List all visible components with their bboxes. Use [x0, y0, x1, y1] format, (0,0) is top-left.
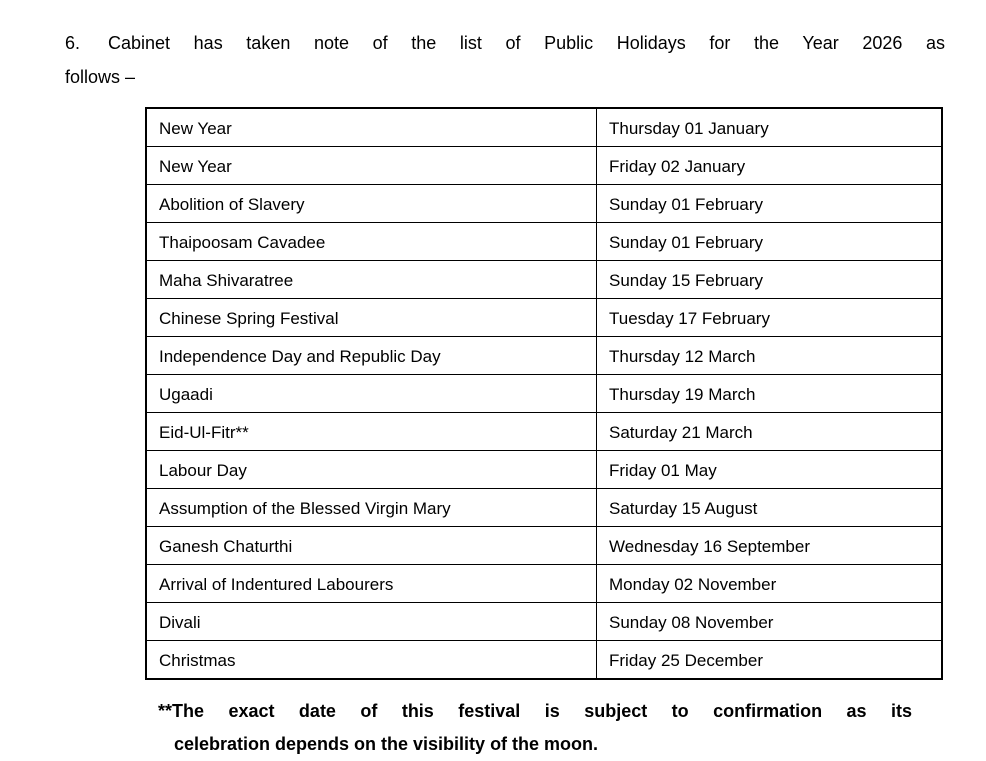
table-row — [146, 375, 942, 413]
holiday-name-cell: Christmas — [146, 641, 597, 680]
public-holidays-table — [145, 107, 943, 680]
footnote-line1 — [158, 695, 912, 728]
holiday-date-cell: Friday 25 December — [597, 641, 943, 680]
footnote-line2: celebration depends on the visibility of the moon. — [174, 734, 599, 754]
table-row — [146, 147, 942, 185]
holiday-name-cell: Thaipoosam Cavadee — [146, 223, 597, 261]
table-row — [146, 185, 942, 223]
holiday-date-cell: Monday 02 November — [597, 565, 943, 603]
table-row — [146, 527, 942, 565]
holiday-date-cell: Wednesday 16 September — [597, 527, 943, 565]
footnote-text: The exact date of this festival is subject to confirmation as its — [172, 701, 912, 721]
table-row — [146, 299, 942, 337]
holiday-date-cell: Tuesday 17 February — [597, 299, 943, 337]
holiday-name-cell: Arrival of Indentured Labourers — [146, 565, 597, 603]
table-row — [146, 489, 942, 527]
holiday-date-cell: Sunday 01 February — [597, 185, 943, 223]
holiday-date-cell: Sunday 08 November — [597, 603, 943, 641]
intro-line2: follows – — [65, 67, 136, 87]
holiday-name-cell: Chinese Spring Festival — [146, 299, 597, 337]
holiday-name-cell: Eid-Ul-Fitr** — [146, 413, 597, 451]
holiday-date-cell: Thursday 19 March — [597, 375, 943, 413]
holiday-name-cell: Ganesh Chaturthi — [146, 527, 597, 565]
table-row — [146, 565, 942, 603]
holiday-date-cell: Saturday 15 August — [597, 489, 943, 527]
holiday-name-cell: Divali — [146, 603, 597, 641]
footnote — [158, 695, 912, 761]
holiday-date-cell: Saturday 21 March — [597, 413, 943, 451]
holiday-date-cell: Friday 02 January — [597, 147, 943, 185]
table-row — [146, 451, 942, 489]
holiday-name-cell: Independence Day and Republic Day — [146, 337, 597, 375]
holiday-date-cell: Thursday 12 March — [597, 337, 943, 375]
table-row — [146, 603, 942, 641]
holiday-name-cell: Abolition of Slavery — [146, 185, 597, 223]
holiday-name-cell: Assumption of the Blessed Virgin Mary — [146, 489, 597, 527]
table-row — [146, 641, 942, 680]
holiday-name-cell: Maha Shivaratree — [146, 261, 597, 299]
document-page — [0, 26, 986, 754]
intro-line1 — [65, 26, 945, 60]
intro-paragraph — [65, 26, 945, 94]
holiday-date-cell: Sunday 15 February — [597, 261, 943, 299]
table-row — [146, 413, 942, 451]
table-row — [146, 261, 942, 299]
holiday-date-cell: Friday 01 May — [597, 451, 943, 489]
intro-text: Cabinet has taken note of the list of Public Holidays for the Year 2026 as — [108, 33, 945, 53]
table-row — [146, 337, 942, 375]
table-row — [146, 108, 942, 147]
paragraph-number: 6. — [65, 33, 81, 53]
table-row — [146, 223, 942, 261]
holiday-name-cell: Labour Day — [146, 451, 597, 489]
holiday-date-cell: Thursday 01 January — [597, 108, 943, 147]
holiday-name-cell: New Year — [146, 147, 597, 185]
holiday-name-cell: Ugaadi — [146, 375, 597, 413]
footnote-marker: ** — [158, 701, 173, 721]
holiday-name-cell: New Year — [146, 108, 597, 147]
holiday-date-cell: Sunday 01 February — [597, 223, 943, 261]
